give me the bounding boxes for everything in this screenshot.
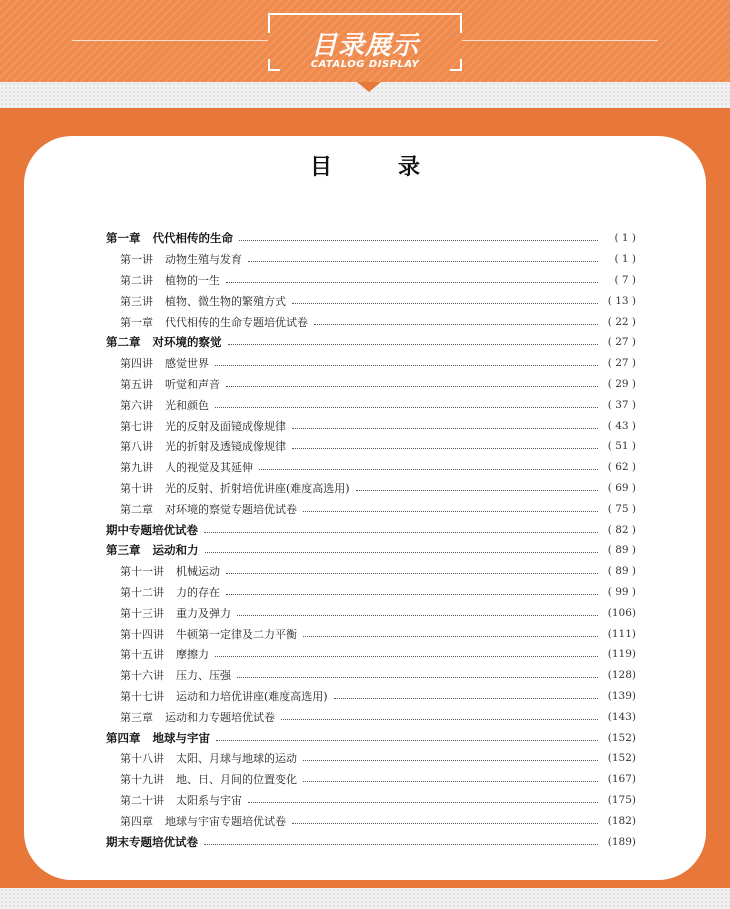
dot-leader xyxy=(215,364,598,366)
dot-leader xyxy=(292,427,598,429)
toc-page-number: ( 29 ) xyxy=(607,377,636,390)
header-title: 目录展示 xyxy=(310,31,419,61)
dot-leader xyxy=(303,759,598,761)
toc-page-number: (182) xyxy=(607,814,636,827)
dot-leader xyxy=(248,260,598,262)
toc-section-row xyxy=(106,249,636,270)
toc-page-number: ( 51 ) xyxy=(607,440,636,453)
toc-list xyxy=(106,228,636,852)
toc-entry-title: 动物生殖与发育 xyxy=(165,253,242,267)
toc-page-number: ( 89 ) xyxy=(607,565,636,578)
dot-leader xyxy=(334,697,598,699)
toc-page-number: ( 89 ) xyxy=(607,544,636,557)
toc-chapter-row xyxy=(106,831,636,852)
toc-entry-number: 第一讲 xyxy=(120,253,153,267)
dot-leader xyxy=(215,655,598,657)
toc-entry-title: 对环境的察觉 xyxy=(152,335,222,350)
toc-entry-title: 听觉和声音 xyxy=(165,377,220,391)
header-band xyxy=(0,0,730,82)
toc-page-number: (175) xyxy=(607,793,636,806)
toc-entry-title: 光的反射、折射培优讲座(难度高选用) xyxy=(165,481,350,495)
toc-page-number: ( 62 ) xyxy=(607,461,636,474)
toc-entry-number: 第一章 xyxy=(106,231,141,246)
toc-entry-title: 摩擦力 xyxy=(176,648,209,662)
dot-leader xyxy=(292,822,598,824)
toc-entry-title: 光和颜色 xyxy=(165,398,209,412)
dot-leader xyxy=(259,468,598,470)
toc-entry-number: 第七讲 xyxy=(120,419,153,433)
dot-leader xyxy=(248,801,598,803)
toc-page-number: ( 99 ) xyxy=(607,585,636,598)
toc-entry-number: 第十九讲 xyxy=(120,773,164,787)
toc-entry-number: 第十一讲 xyxy=(120,565,164,579)
toc-page-number: (189) xyxy=(607,835,636,848)
toc-page-number: ( 1 ) xyxy=(614,232,636,245)
dot-leader xyxy=(303,780,598,782)
toc-page-number: (143) xyxy=(607,710,636,723)
toc-heading: 目 录 xyxy=(309,154,442,180)
header-divider-right xyxy=(462,40,658,41)
dot-leader xyxy=(356,489,598,491)
toc-entry-title: 对环境的察觉专题培优试卷 xyxy=(165,502,297,516)
toc-entry-number: 第十四讲 xyxy=(120,627,164,641)
toc-entry-title: 植物、微生物的繁殖方式 xyxy=(165,294,286,308)
toc-entry-title: 运动和力专题培优试卷 xyxy=(165,710,275,724)
toc-entry-number: 第四章 xyxy=(106,730,141,745)
toc-section-row xyxy=(106,665,636,686)
toc-section-row xyxy=(106,270,636,291)
toc-section-row xyxy=(106,290,636,311)
toc-entry-number: 第六讲 xyxy=(120,398,153,412)
toc-entry-title: 光的反射及面镜成像规律 xyxy=(165,419,286,433)
toc-page-number: ( 13 ) xyxy=(607,294,636,307)
toc-page-number: ( 69 ) xyxy=(607,481,636,494)
dot-leader xyxy=(292,447,598,449)
toc-entry-number: 第二章 xyxy=(106,335,141,350)
toc-entry-title: 太阳、月球与地球的运动 xyxy=(176,752,297,766)
toc-section-row xyxy=(106,644,636,665)
toc-entry-title: 地球与宇宙专题培优试卷 xyxy=(165,814,286,828)
dot-leader xyxy=(303,635,598,637)
toc-chapter-row xyxy=(106,727,636,748)
toc-section-row xyxy=(106,810,636,831)
toc-entry-number: 第五讲 xyxy=(120,377,153,391)
toc-entry-title: 地、日、月间的位置变化 xyxy=(176,773,297,787)
toc-entry-title: 重力及弹力 xyxy=(176,606,231,620)
toc-entry-title: 牛顿第一定律及二力平衡 xyxy=(176,627,297,641)
toc-entry-number: 第三章 xyxy=(120,710,153,724)
toc-section-row xyxy=(106,457,636,478)
toc-entry-title: 代代相传的生命 xyxy=(152,231,233,246)
dot-leader xyxy=(216,739,598,741)
toc-page-number: ( 1 ) xyxy=(614,253,636,266)
toc-page-number: ( 43 ) xyxy=(607,419,636,432)
toc-entry-number: 第一章 xyxy=(120,315,153,329)
dot-leader xyxy=(226,385,598,387)
toc-page-number: (106) xyxy=(607,606,636,619)
main-panel xyxy=(0,108,730,888)
toc-section-row xyxy=(106,436,636,457)
toc-entry-number: 第十三讲 xyxy=(120,606,164,620)
toc-page-number: (152) xyxy=(607,752,636,765)
toc-chapter-row xyxy=(106,228,636,249)
dot-leader xyxy=(292,302,598,304)
toc-card xyxy=(24,136,706,880)
dot-leader xyxy=(239,239,598,241)
toc-entry-number: 第十六讲 xyxy=(120,669,164,683)
toc-entry-title: 地球与宇宙 xyxy=(152,730,210,745)
toc-entry-title: 感觉世界 xyxy=(165,357,209,371)
toc-section-row xyxy=(106,582,636,603)
toc-entry-number: 第三章 xyxy=(106,543,141,558)
dot-leader xyxy=(237,676,598,678)
toc-page-number: ( 27 ) xyxy=(607,357,636,370)
toc-page-number: (119) xyxy=(607,648,636,661)
dot-leader xyxy=(314,323,598,325)
toc-section-row xyxy=(106,748,636,769)
toc-section-row xyxy=(106,790,636,811)
down-pointer-icon xyxy=(357,82,381,92)
toc-page-number: (167) xyxy=(607,773,636,786)
toc-entry-title: 运动和力 xyxy=(152,543,199,558)
dot-leader xyxy=(204,843,598,845)
dot-leader xyxy=(226,593,598,595)
toc-page-number: ( 22 ) xyxy=(607,315,636,328)
toc-entry-number: 第十讲 xyxy=(120,481,153,495)
toc-section-row xyxy=(106,561,636,582)
toc-page-number: (152) xyxy=(607,731,636,744)
toc-page-number: ( 37 ) xyxy=(607,398,636,411)
toc-section-row xyxy=(106,394,636,415)
dot-leader xyxy=(303,510,598,512)
toc-section-row xyxy=(106,623,636,644)
toc-entry-title: 压力、压强 xyxy=(176,669,231,683)
toc-section-row xyxy=(106,478,636,499)
bottom-dotted-strip xyxy=(0,888,730,909)
toc-entry-number: 第三讲 xyxy=(120,294,153,308)
toc-entry-title: 太阳系与宇宙 xyxy=(176,793,242,807)
toc-entry-number: 第九讲 xyxy=(120,461,153,475)
header-title-frame xyxy=(268,13,462,71)
dot-leader xyxy=(281,718,598,720)
toc-section-row xyxy=(106,374,636,395)
toc-entry-number: 第十二讲 xyxy=(120,585,164,599)
toc-page-number: ( 27 ) xyxy=(607,336,636,349)
toc-entry-number: 第十五讲 xyxy=(120,648,164,662)
dot-leader xyxy=(237,614,598,616)
dot-leader xyxy=(226,572,598,574)
toc-chapter-row xyxy=(106,332,636,353)
toc-page-number: ( 7 ) xyxy=(614,273,636,286)
toc-page-number: ( 75 ) xyxy=(607,502,636,515)
toc-page-number: (139) xyxy=(607,689,636,702)
toc-entry-number: 第四讲 xyxy=(120,357,153,371)
toc-entry-title: 期中专题培优试卷 xyxy=(106,522,198,537)
toc-section-row xyxy=(106,602,636,623)
toc-entry-title: 期末专题培优试卷 xyxy=(106,834,198,849)
toc-entry-title: 机械运动 xyxy=(176,565,220,579)
toc-section-row xyxy=(106,353,636,374)
toc-entry-number: 第二章 xyxy=(120,502,153,516)
toc-entry-number: 第四章 xyxy=(120,814,153,828)
toc-page-number: ( 82 ) xyxy=(607,523,636,536)
toc-entry-title: 力的存在 xyxy=(176,585,220,599)
dot-leader xyxy=(226,281,598,283)
toc-entry-number: 第二十讲 xyxy=(120,793,164,807)
toc-page-number: (128) xyxy=(607,669,636,682)
toc-section-row xyxy=(106,686,636,707)
toc-section-row xyxy=(106,415,636,436)
toc-entry-number: 第八讲 xyxy=(120,440,153,454)
toc-page-number: (111) xyxy=(607,627,636,640)
toc-entry-title: 运动和力培优讲座(难度高选用) xyxy=(176,689,328,703)
toc-entry-number: 第二讲 xyxy=(120,273,153,287)
toc-section-row xyxy=(106,706,636,727)
header-divider-left xyxy=(72,40,268,41)
dot-leader xyxy=(205,551,599,553)
toc-entry-number: 第十七讲 xyxy=(120,689,164,703)
toc-entry-title: 光的折射及透镜成像规律 xyxy=(165,440,286,454)
toc-entry-title: 代代相传的生命专题培优试卷 xyxy=(165,315,308,329)
dot-leader xyxy=(204,531,598,533)
toc-section-row xyxy=(106,311,636,332)
dot-leader xyxy=(215,406,598,408)
toc-chapter-row xyxy=(106,519,636,540)
header-subtitle: CATALOG DISPLAY xyxy=(310,59,420,70)
dot-leader xyxy=(228,343,599,345)
toc-chapter-row xyxy=(106,540,636,561)
toc-section-row xyxy=(106,498,636,519)
toc-entry-title: 人的视觉及其延伸 xyxy=(165,461,253,475)
toc-entry-number: 第十八讲 xyxy=(120,752,164,766)
toc-entry-title: 植物的一生 xyxy=(165,273,220,287)
toc-section-row xyxy=(106,769,636,790)
